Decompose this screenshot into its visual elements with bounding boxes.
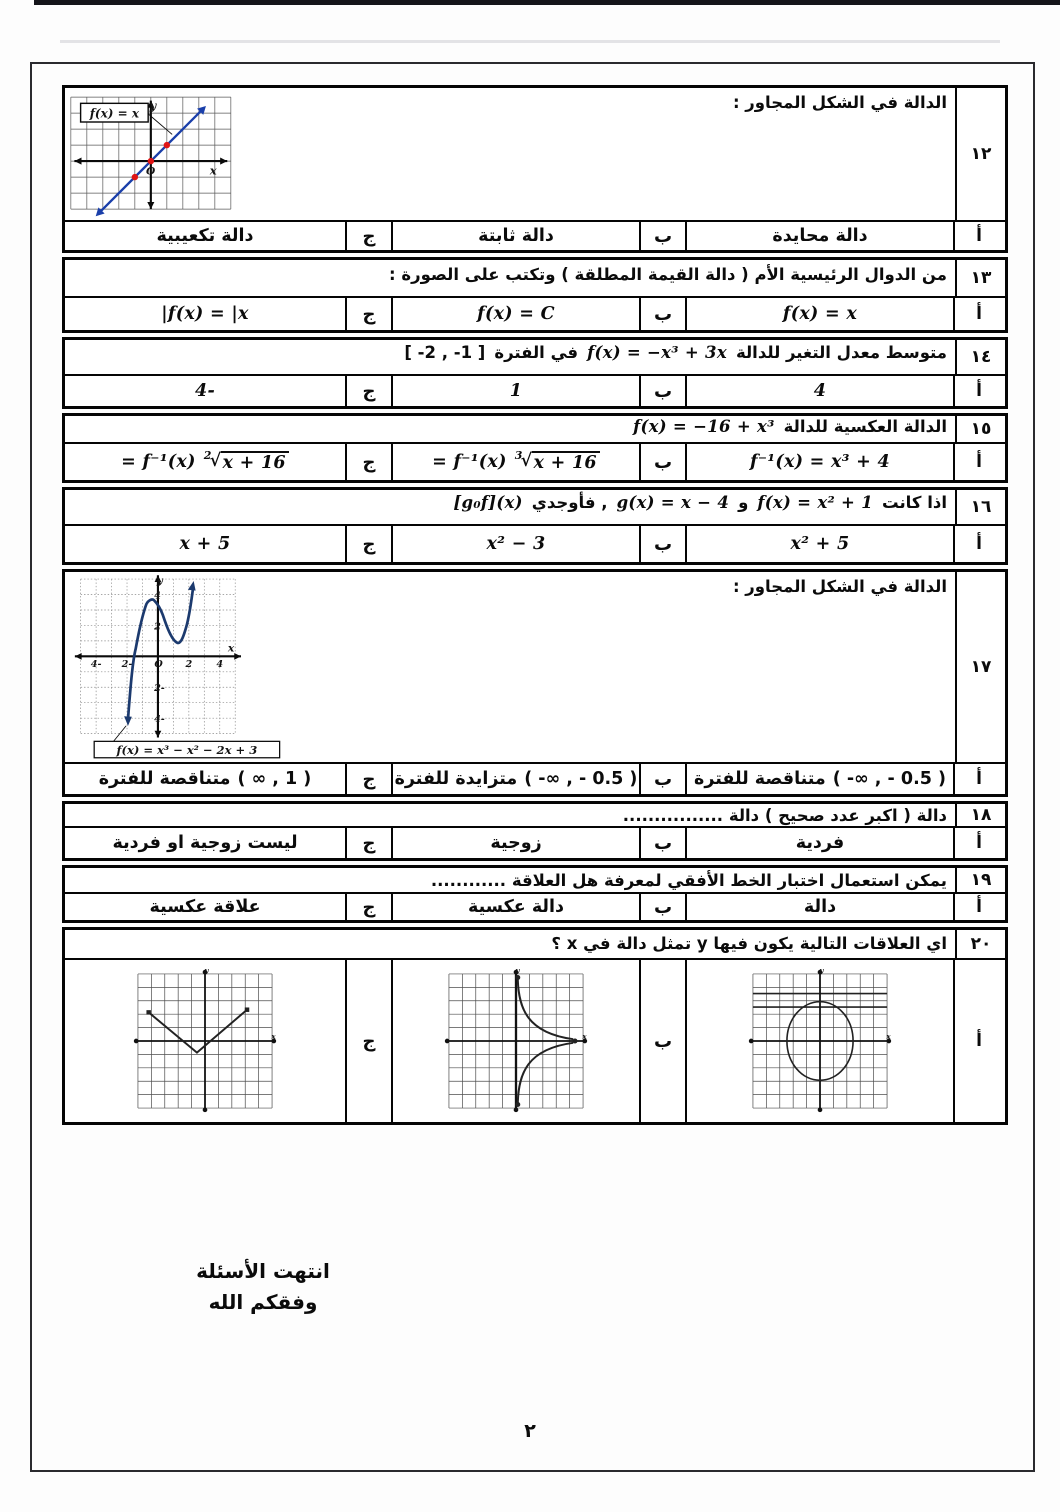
endpoint <box>515 1102 520 1107</box>
y-axis-label: y <box>515 966 520 976</box>
q17-letter-c: ج <box>345 764 393 794</box>
question-12-number: ١٢ <box>955 88 1005 220</box>
y-axis-label: y <box>156 573 163 587</box>
q20-option-a-graph <box>687 960 953 1122</box>
q15-letter-c: ج <box>345 444 393 480</box>
y-tick: 2 <box>154 621 161 633</box>
q15-b-radical: 3 √ x + 16 <box>515 451 600 473</box>
q17-b-label: متزايدة للفترة <box>394 769 518 789</box>
q14-letter-b: ب <box>639 376 687 406</box>
question-17-number: ١٧ <box>955 572 1005 762</box>
q15-option-a: f⁻¹(x) = x³ + 4 <box>750 452 890 472</box>
endpoint <box>245 1007 249 1011</box>
q13-option-a: f(x) = x <box>782 304 858 324</box>
q15-option-b <box>393 444 639 480</box>
page-number: ٢ <box>524 1420 536 1442</box>
question-19-number: ١٩ <box>955 868 1005 892</box>
q13-letter-a: أ <box>953 298 1003 330</box>
x-axis-label: x <box>582 1032 587 1042</box>
question-17-text: الدالة في الشكل المجاور : <box>732 577 947 596</box>
axis-end <box>818 1108 823 1113</box>
point <box>132 174 138 180</box>
q20-option-c-graph <box>65 960 345 1122</box>
q19-letter-b: ب <box>639 894 687 920</box>
q18-option-b: زوجية <box>490 833 542 853</box>
sideways-curve-graph <box>440 965 592 1117</box>
x-axis-label: x <box>209 163 217 178</box>
question-13 <box>62 257 1008 333</box>
x-axis-label: x <box>271 1032 276 1042</box>
question-16 <box>62 487 1008 565</box>
question-17-content <box>65 572 955 762</box>
y-axis-label: y <box>204 966 209 976</box>
question-14-text <box>65 340 955 362</box>
x-tick: 2 <box>185 658 193 670</box>
upper-branch <box>518 979 573 1039</box>
q14-letter-c: ج <box>345 376 393 406</box>
y-axis-arrow-bottom <box>155 731 162 738</box>
x-axis-label: x <box>886 1032 891 1042</box>
question-18 <box>62 801 1008 861</box>
x-axis-arrow-right <box>220 158 227 165</box>
q16-option-b: x² − 3 <box>486 534 546 554</box>
q14-option-b: 1 <box>509 381 523 401</box>
radicand: x + 16 <box>221 451 288 473</box>
curve-arrow-bottom <box>124 716 132 726</box>
y-tick: 4 <box>154 590 161 602</box>
question-20 <box>62 927 1008 1125</box>
q12-letter-a: أ <box>953 222 1003 250</box>
q15-option-c <box>65 444 345 480</box>
q14-option-c: -4 <box>194 381 216 401</box>
question-17 <box>62 569 1008 797</box>
q14-text-pre: متوسط معدل التغير للدالة <box>735 343 947 362</box>
q16-formula1: f(x) = x² + 1 <box>757 493 874 512</box>
q19-letter-c: ج <box>345 894 393 920</box>
q16-text-pre: اذا كانت <box>882 493 947 512</box>
q18-option-c: ليست زوجية او فردية <box>112 833 298 853</box>
q20-letter-c: ج <box>345 960 393 1122</box>
q17-a-interval: ( -∞ , - 0.5 ) <box>832 769 946 789</box>
q16-letter-c: ج <box>345 526 393 562</box>
x-tick: 4 <box>216 658 224 670</box>
x-axis-arrow-right <box>234 653 241 660</box>
q19-letter-a: أ <box>953 894 1003 920</box>
q12-letter-c: ج <box>345 222 393 250</box>
question-15-number: ١٥ <box>955 416 1005 442</box>
question-table <box>62 85 1008 1129</box>
q18-letter-c: ج <box>345 828 393 858</box>
q16-text-mid: , فأوجدي <box>531 493 608 512</box>
q20-option-b-graph <box>393 960 639 1122</box>
q13-option-b: f(x) = C <box>477 304 555 324</box>
footer-note <box>168 1256 358 1318</box>
q15-c-pre: f⁻¹(x) = <box>121 452 196 472</box>
q18-letter-a: أ <box>953 828 1003 858</box>
axis-end <box>134 1039 139 1044</box>
scan-top-edge <box>34 0 1060 5</box>
question-16-text <box>65 490 955 512</box>
question-20-text: اي العلاقات التالية يكون فيها y تمثل دالة في x ؟ <box>551 934 947 953</box>
q15-b-pre: f⁻¹(x) = <box>432 452 507 472</box>
y-axis-arrow-bottom <box>147 202 154 209</box>
endpoint <box>573 1038 578 1043</box>
q12-option-c: دالة تكعيبية <box>156 226 254 246</box>
y-tick: -2 <box>154 683 165 695</box>
root-index: 2 <box>203 449 212 462</box>
cubic-function-graph <box>71 573 298 759</box>
q20-letter-a: أ <box>953 960 1003 1122</box>
q17-letter-b: ب <box>639 764 687 794</box>
question-15-text <box>65 416 955 436</box>
v-curve <box>149 1010 247 1053</box>
x-axis-label: x <box>227 641 235 655</box>
question-17-figure <box>71 573 298 763</box>
origin-label: O <box>154 658 163 670</box>
q13-letter-b: ب <box>639 298 687 330</box>
endpoint <box>515 975 520 980</box>
q16-formula2: g(x) = x − 4 <box>616 493 730 512</box>
question-12-content <box>65 88 955 220</box>
question-12-text: الدالة في الشكل المجاور : <box>732 93 947 112</box>
q16-option-a: x² + 5 <box>790 534 850 554</box>
x-tick: -4 <box>90 658 102 670</box>
axis-end <box>514 1108 519 1113</box>
identity-function-graph <box>69 90 238 218</box>
q16-letter-b: ب <box>639 526 687 562</box>
question-20-number: ٢٠ <box>955 930 1005 958</box>
q19-option-b: دالة عكسية <box>468 897 564 917</box>
q17-a-label: متناقصة للفترة <box>694 769 826 789</box>
q17-c-label: متناقصة للفترة <box>98 769 231 789</box>
q17-c-interval: ( ∞ , 1 ) <box>237 769 312 789</box>
q14-text-mid: في الفترة <box>494 343 579 362</box>
q19-option-a: دالة <box>803 897 837 917</box>
q17-option-b <box>393 764 639 794</box>
q15-letter-b: ب <box>639 444 687 480</box>
question-14 <box>62 337 1008 409</box>
lower-branch <box>518 1043 573 1103</box>
question-18-number: ١٨ <box>955 804 1005 826</box>
v-shape-graph <box>129 965 281 1117</box>
q17-letter-a: أ <box>953 764 1003 794</box>
x-axis-arrow-left <box>75 653 82 660</box>
figure-label: f(x) = x³ − x² − 2x + 3 <box>116 742 258 757</box>
q14-letter-a: أ <box>953 376 1003 406</box>
q14-formula: f(x) = −x³ + 3x <box>587 343 727 362</box>
q14-interval: [ -2 , -1 ] <box>404 343 486 362</box>
q16-letter-a: أ <box>953 526 1003 562</box>
q16-conjunction: و <box>738 493 749 512</box>
q15-letter-a: أ <box>953 444 1003 480</box>
footer-line-2: وفقكم الله <box>208 1290 318 1314</box>
x-axis-arrow-left <box>74 158 81 165</box>
scan-smudge <box>60 40 1000 43</box>
axis-end <box>445 1039 450 1044</box>
y-tick: -4 <box>154 714 165 726</box>
q17-option-c <box>65 764 345 794</box>
q20-letter-b: ب <box>639 960 687 1122</box>
question-13-text: من الدوال الرئيسية الأم ( دالة القيمة المطلقة ) وتكتب على الصورة : <box>388 265 947 284</box>
question-12 <box>62 85 1008 253</box>
q15-formula: f(x) = −16 + x³ <box>633 417 775 436</box>
q15-text-pre: الدالة العكسية للدالة <box>783 417 947 436</box>
point-origin <box>148 158 154 164</box>
q15-c-radical: 2 √ x + 16 <box>204 451 289 473</box>
q12-option-a: دالة محايدة <box>772 226 868 246</box>
q17-b-interval: ( -∞ , - 0.5 ) <box>524 769 638 789</box>
q13-letter-c: ج <box>345 298 393 330</box>
q12-letter-b: ب <box>639 222 687 250</box>
endpoint <box>146 1010 150 1014</box>
q16-formula3: [g₀f](x) <box>453 493 523 512</box>
q14-option-a: 4 <box>813 381 827 401</box>
footer-line-1: انتهت الأسئلة <box>196 1259 330 1283</box>
cubic-curve <box>128 587 193 719</box>
axis-end <box>203 1108 208 1113</box>
question-19 <box>62 865 1008 923</box>
question-15 <box>62 413 1008 483</box>
figure-label: f(x) = x <box>89 106 140 121</box>
question-16-number: ١٦ <box>955 490 1005 524</box>
root-index: 3 <box>514 449 523 462</box>
question-14-number: ١٤ <box>955 340 1005 374</box>
question-12-figure <box>69 90 238 222</box>
origin-label: O <box>145 164 156 178</box>
q16-option-c: x + 5 <box>179 534 231 554</box>
circle-relation-graph <box>744 965 896 1117</box>
question-18-text: دالة ( اكبر عدد صحيح ) دالة ................ <box>622 806 947 825</box>
point <box>164 142 170 148</box>
q19-option-c: علاقة عكسية <box>149 897 261 917</box>
q18-option-a: فردية <box>795 833 845 853</box>
q17-option-a <box>687 764 953 794</box>
x-tick: -2 <box>121 658 133 670</box>
question-19-text: يمكن استعمال اختبار الخط الأفقي لمعرفة هل العلاقة ............ <box>430 871 947 890</box>
radicand: x + 16 <box>532 451 599 473</box>
axis-end <box>749 1039 754 1044</box>
question-13-number: ١٣ <box>955 260 1005 296</box>
y-axis-label: y <box>819 966 824 976</box>
y-axis-label: y <box>149 98 157 113</box>
q13-option-c: f(x) = |x| <box>161 304 249 324</box>
q18-letter-b: ب <box>639 828 687 858</box>
q12-option-b: دالة ثابتة <box>478 226 554 246</box>
